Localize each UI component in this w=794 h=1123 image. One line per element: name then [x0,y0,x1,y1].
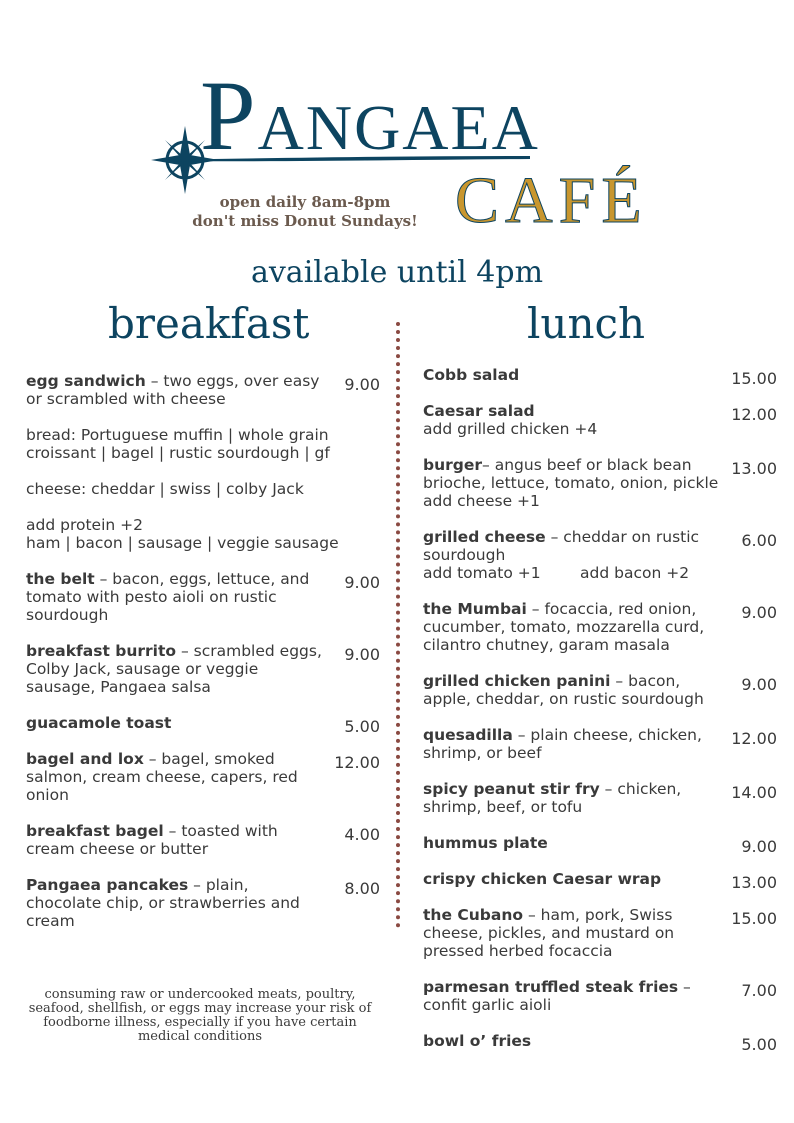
menu-item [26,570,386,624]
item-desc: – scrambled eggs, Colby Jack, sausage or veggie sausage, Pangaea salsa [26,642,322,696]
menu-item [423,978,783,1014]
menu-item [423,528,783,582]
item-desc: – plain, chocolate chip, or strawberries and cream [26,876,300,930]
item-price: 5.00 [344,717,380,736]
item-desc: – two eggs, over easy or scrambled with cheese [26,372,320,408]
item-name: grilled chicken panini [423,672,611,690]
item-name: Pangaea pancakes [26,876,189,894]
menu-item [26,750,386,804]
item-name: quesadilla [423,726,513,744]
item-desc: – ham, pork, Swiss cheese, pickles, and mustard on pressed herbed focaccia [423,906,675,960]
opening-hours: open daily 8am-8pm [219,193,391,211]
item-price: 13.00 [731,459,777,478]
item-name: guacamole toast [26,714,172,732]
item-name: the Cubano [423,906,524,924]
item-name: breakfast burrito [26,642,177,660]
item-addon: add tomato +1 add bacon +2 [423,564,690,582]
menu-item [423,906,783,960]
item-name: crispy chicken Caesar wrap [423,870,662,888]
bread-options: bread: Portuguese muffin | whole grain croissant | bagel | rustic sourdough | gf [26,426,330,462]
protein-label: add protein +2 [26,516,143,534]
item-price: 12.00 [731,729,777,748]
menu-item [423,456,783,510]
item-price: 5.00 [741,1035,777,1054]
menu-item [26,642,386,696]
item-price: 13.00 [731,873,777,892]
menu-item [423,366,783,388]
item-name: grilled cheese [423,528,546,546]
item-addon: add grilled chicken +4 [423,420,598,438]
item-name: the Mumbai [423,600,527,618]
menu-item [423,870,783,892]
cheese-options: cheese: cheddar | swiss | colby Jack [26,480,304,498]
item-desc: – bacon, apple, cheddar, on rustic sourdough [423,672,704,708]
item-price: 6.00 [741,531,777,550]
item-name: burger [423,456,483,474]
brand-name [200,60,540,171]
menu-item [26,372,386,408]
item-price: 9.00 [741,675,777,694]
item-desc: – cheddar on rustic sourdough [423,528,700,564]
item-desc: – confit garlic aioli [423,978,691,1014]
promo-text: don't miss Donut Sundays! [192,212,418,230]
menu-item [423,600,783,654]
item-desc: – toasted with cream cheese or butter [26,822,278,858]
food-safety-disclaimer: consuming raw or undercooked meats, poultry, seafood, shellfish, or eggs may increase your risk of foodborne illness, especially if you have certain medical conditions [28,987,372,1044]
item-price: 15.00 [731,369,777,388]
item-addon: add cheese +1 [423,492,540,510]
item-name: spicy peanut stir fry [423,780,600,798]
item-desc: – focaccia, red onion, cucumber, tomato, mozzarella curd, cilantro chutney, garam masala [423,600,705,654]
protein-options [26,516,386,552]
menu-item [26,822,386,858]
menu-item [423,402,783,438]
item-price: 4.00 [344,825,380,844]
item-desc: – angus beef or black bean brioche, lettuce, tomato, onion, pickle [423,456,719,492]
item-name: Caesar salad [423,402,535,420]
item-name: breakfast bagel [26,822,164,840]
brand-initial: P [200,60,258,171]
lunch-menu [423,366,783,1068]
item-name: egg sandwich [26,372,146,390]
item-name: hummus plate [423,834,548,852]
column-divider [396,322,400,928]
item-desc: – bacon, eggs, lettuce, and tomato with pesto aioli on rustic sourdough [26,570,310,624]
item-desc: – chicken, shrimp, beef, or tofu [423,780,682,816]
item-name: bowl o’ fries [423,1032,532,1050]
item-price: 15.00 [731,909,777,928]
item-price: 8.00 [344,879,380,898]
menu-item [423,834,783,856]
hours-block [175,193,435,231]
item-price: 12.00 [334,753,380,772]
brand-subname: CAFÉ [455,164,648,237]
item-price: 9.00 [741,603,777,622]
menu-item [423,1032,783,1054]
item-price: 9.00 [741,837,777,856]
brand-name-rest: ANGAEA [257,92,540,163]
item-price: 9.00 [344,573,380,592]
item-price: 7.00 [741,981,777,1000]
item-price: 9.00 [344,375,380,394]
menu-item [26,714,386,736]
item-price: 9.00 [344,645,380,664]
item-name: Cobb salad [423,366,520,384]
item-name: parmesan truffled steak fries [423,978,679,996]
lunch-title: lunch [527,299,646,348]
item-desc: – plain cheese, chicken, shrimp, or beef [423,726,702,762]
menu-item [423,672,783,708]
breakfast-title: breakfast [108,299,310,348]
item-price: 12.00 [731,405,777,424]
menu-item [26,876,386,930]
menu-item [423,726,783,762]
item-name: bagel and lox [26,750,144,768]
item-name: the belt [26,570,95,588]
item-desc: – bagel, smoked salmon, cream cheese, capers, red onion [26,750,298,804]
menu-item [423,780,783,816]
item-price: 14.00 [731,783,777,802]
protein-list: ham | bacon | sausage | veggie sausage [26,534,339,552]
breakfast-menu [26,372,386,948]
availability-heading: available until 4pm [250,255,544,290]
